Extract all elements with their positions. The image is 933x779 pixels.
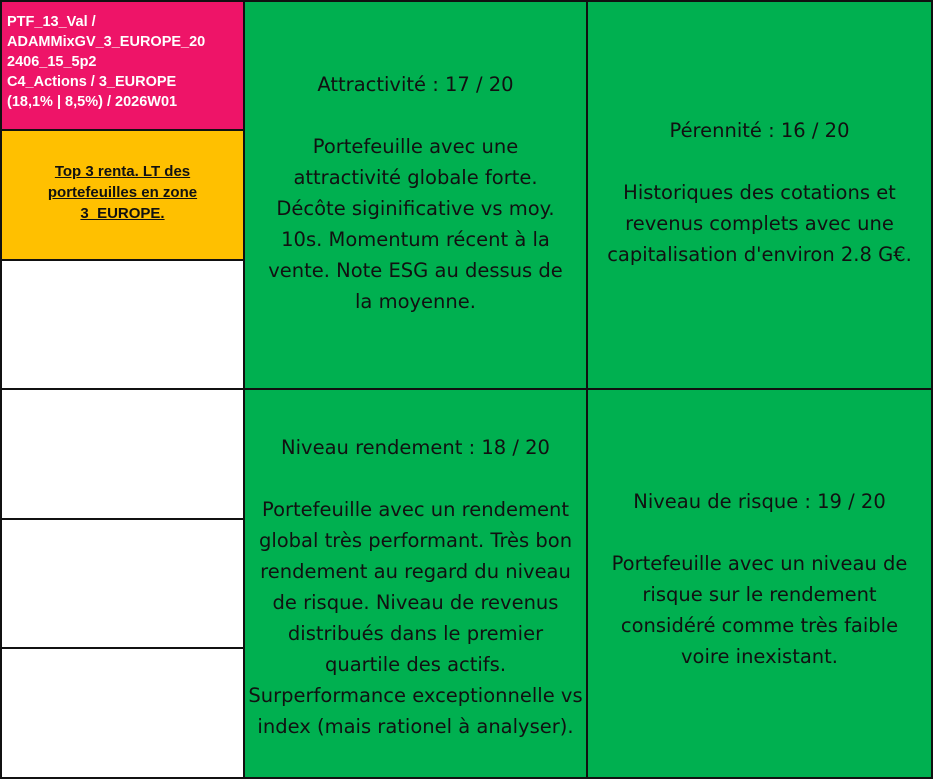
risque-text: Portefeuille avec un niveau de risque sur le rendement considéré comme très faible voire inexistant. — [611, 551, 908, 668]
portfolio-id-line: (18,1% | 8,5%) / 2026W01 — [7, 94, 178, 110]
perennite-text: Historiques des cotations et revenus complets avec une capitalisation d'environ 2.8 G€. — [607, 180, 912, 266]
rendement-cell — [243, 388, 588, 779]
attractivite-text: Portefeuille avec une attractivité globale forte. Décôte siginificative vs moy. 10s. Momentum récent à la vente. Note ESG au dessus de la moyenne. — [268, 135, 563, 313]
top-ranking-cell[interactable] — [0, 129, 245, 261]
attractivite-title: Attractivité : 17 / 20 — [317, 73, 514, 96]
perennite-cell — [586, 0, 933, 390]
empty-cell — [0, 259, 245, 390]
portfolio-id-line: C4_Actions / 3_EUROPE — [7, 74, 177, 90]
risque-title: Niveau de risque : 19 / 20 — [633, 489, 886, 513]
portfolio-id-line: ADAMMixGV_3_EUROPE_20 — [7, 34, 206, 50]
attractivite-cell — [243, 0, 588, 390]
empty-cell — [0, 647, 245, 779]
portfolio-id-line: PTF_13_Val / — [7, 14, 96, 30]
portfolio-id-line: 2406_15_5p2 — [7, 54, 97, 70]
perennite-title: Pérennité : 16 / 20 — [669, 118, 850, 142]
empty-cell — [0, 518, 245, 649]
rendement-title: Niveau rendement : 18 / 20 — [281, 435, 550, 459]
empty-cell — [0, 388, 245, 520]
top-ranking-link[interactable]: Top 3 renta. LT des portefeuilles en zone 3_EUROPE. — [47, 163, 198, 222]
portfolio-id-cell — [0, 0, 245, 131]
rendement-text: Portefeuille avec un rendement global très performant. Très bon rendement au regard du niveau de risque. Niveau de revenus distribués dans le premier quartile des actifs. Surperformance exceptionnelle vs index (mais rationel à analyser). — [248, 497, 583, 738]
risque-cell — [586, 388, 933, 779]
